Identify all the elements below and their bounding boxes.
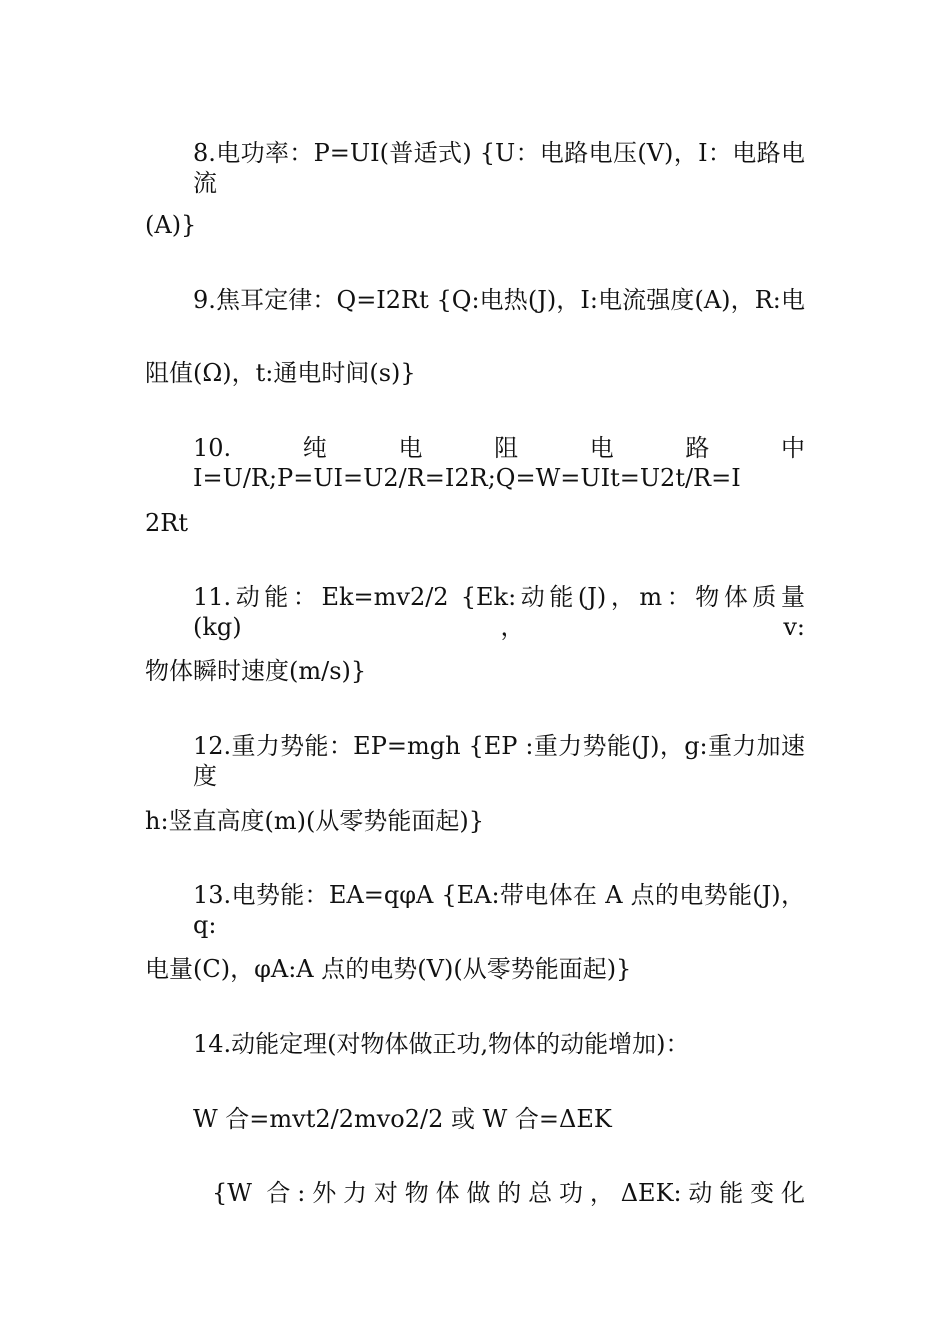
text-line-13a: 13.电势能：EA=qφA {EA:带电体在 A 点的电势能(J)，q: — [193, 881, 805, 939]
text-line-8a: 8.电功率：P=UI(普适式) {U：电路电压(V)，I：电路电流 — [193, 139, 805, 197]
text-line-14b: W 合=mvt2/2mvo2/2 或 W 合=ΔEK — [193, 1105, 612, 1133]
text-line-13b: 电量(C)，φA:A 点的电势(V)(从零势能面起)} — [145, 955, 632, 983]
text-line-9b: 阻值(Ω)，t:通电时间(s)} — [145, 359, 416, 387]
text-line-11b: 物体瞬时速度(m/s)} — [145, 657, 367, 685]
text-line-10a: 10.纯电阻电路中 I=U/R;P=UI=U2/R=I2R;Q=W=UIt=U2t/R=I — [193, 434, 805, 492]
text-line-14a: 14.动能定理(对物体做正功,物体的动能增加)： — [193, 1030, 690, 1058]
text-line-14c: {W 合:外力对物体做的总功，ΔEK:动能变化 — [212, 1179, 805, 1207]
text-line-11a: 11.动能：Ek=mv2/2 {Ek:动能(J)，m：物体质量(kg)，v: — [193, 583, 805, 641]
text-line-10b: 2Rt — [145, 509, 188, 537]
text-line-9a: 9.焦耳定律：Q=I2Rt {Q:电热(J)，I:电流强度(A)，R:电 — [193, 286, 805, 314]
text-line-12a: 12.重力势能：EP=mgh {EP :重力势能(J)，g:重力加速度 — [193, 732, 805, 790]
text-line-12b: h:竖直高度(m)(从零势能面起)} — [145, 807, 485, 835]
text-line-8b: (A)} — [145, 211, 197, 239]
